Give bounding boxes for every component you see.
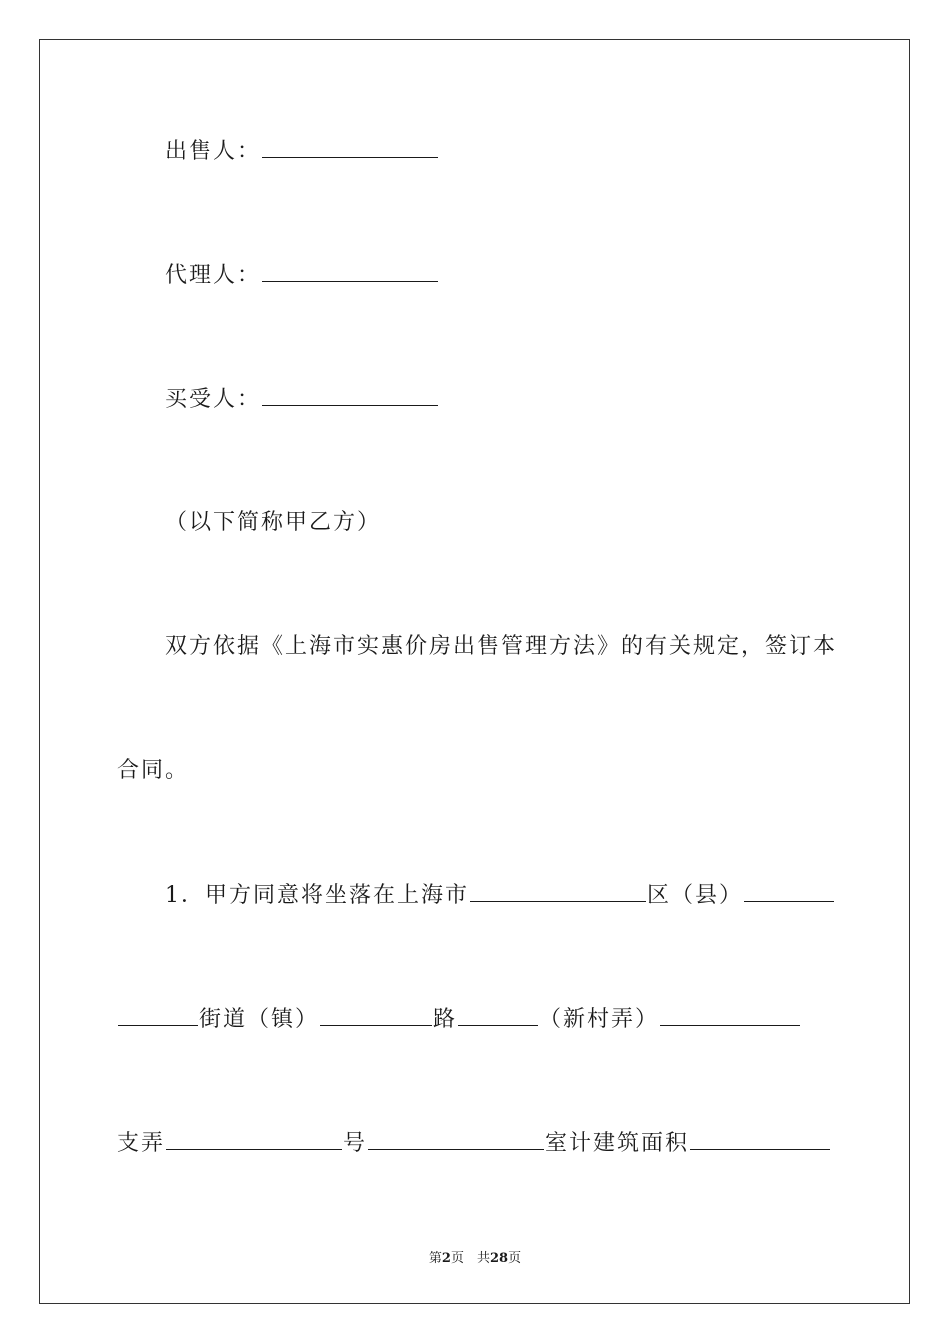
basis-line-2: 合同。 [117, 758, 190, 783]
clause1-line-2 [117, 1005, 801, 1034]
road-blank[interactable] [458, 1005, 538, 1026]
page-footer [0, 1247, 950, 1266]
clause1-text-d: 路 [433, 1007, 458, 1032]
buyer-label: 买受人： [165, 387, 262, 412]
seller-label: 出售人： [165, 139, 262, 164]
agent-blank[interactable] [262, 261, 438, 282]
footer-page-number: 2 [441, 1251, 451, 1266]
buyer-line [165, 385, 439, 414]
footer-prefix: 第 [428, 1251, 442, 1266]
clause1-text-b: 区（县） [647, 883, 744, 908]
clause1-text-h: 室计建筑面积 [545, 1131, 690, 1156]
agent-line [165, 261, 439, 290]
lane-blank[interactable] [660, 1005, 800, 1026]
clause1-text-e: （新村弄） [539, 1007, 660, 1032]
basis-line-1: 双方依据《上海市实惠价房出售管理方法》的有关规定，签订本 [165, 634, 838, 659]
district-blank[interactable] [470, 881, 646, 902]
county-blank[interactable] [744, 881, 834, 902]
town-blank[interactable] [320, 1005, 432, 1026]
footer-suffix: 页 [508, 1251, 522, 1266]
clause1-text-g: 号 [343, 1131, 368, 1156]
seller-line [165, 137, 439, 166]
parties-note: （以下简称甲乙方） [165, 510, 382, 535]
agent-label: 代理人： [165, 263, 262, 288]
seller-blank[interactable] [262, 137, 438, 158]
sublane-blank[interactable] [166, 1129, 342, 1150]
page-border [39, 39, 910, 1304]
footer-total-pages: 28 [489, 1251, 509, 1266]
clause1-text-f: 支弄 [117, 1131, 166, 1156]
number-blank[interactable] [368, 1129, 544, 1150]
footer-mid: 页 共 [450, 1251, 490, 1266]
clause1-line-1 [165, 881, 835, 910]
clause1-text-a: 1．甲方同意将坐落在上海市 [165, 883, 469, 908]
clause1-line-3 [117, 1129, 831, 1158]
buyer-blank[interactable] [262, 385, 438, 406]
area-blank[interactable] [690, 1129, 830, 1150]
clause1-text-c: 街道（镇） [199, 1007, 320, 1032]
street-prefix-blank[interactable] [118, 1005, 198, 1026]
